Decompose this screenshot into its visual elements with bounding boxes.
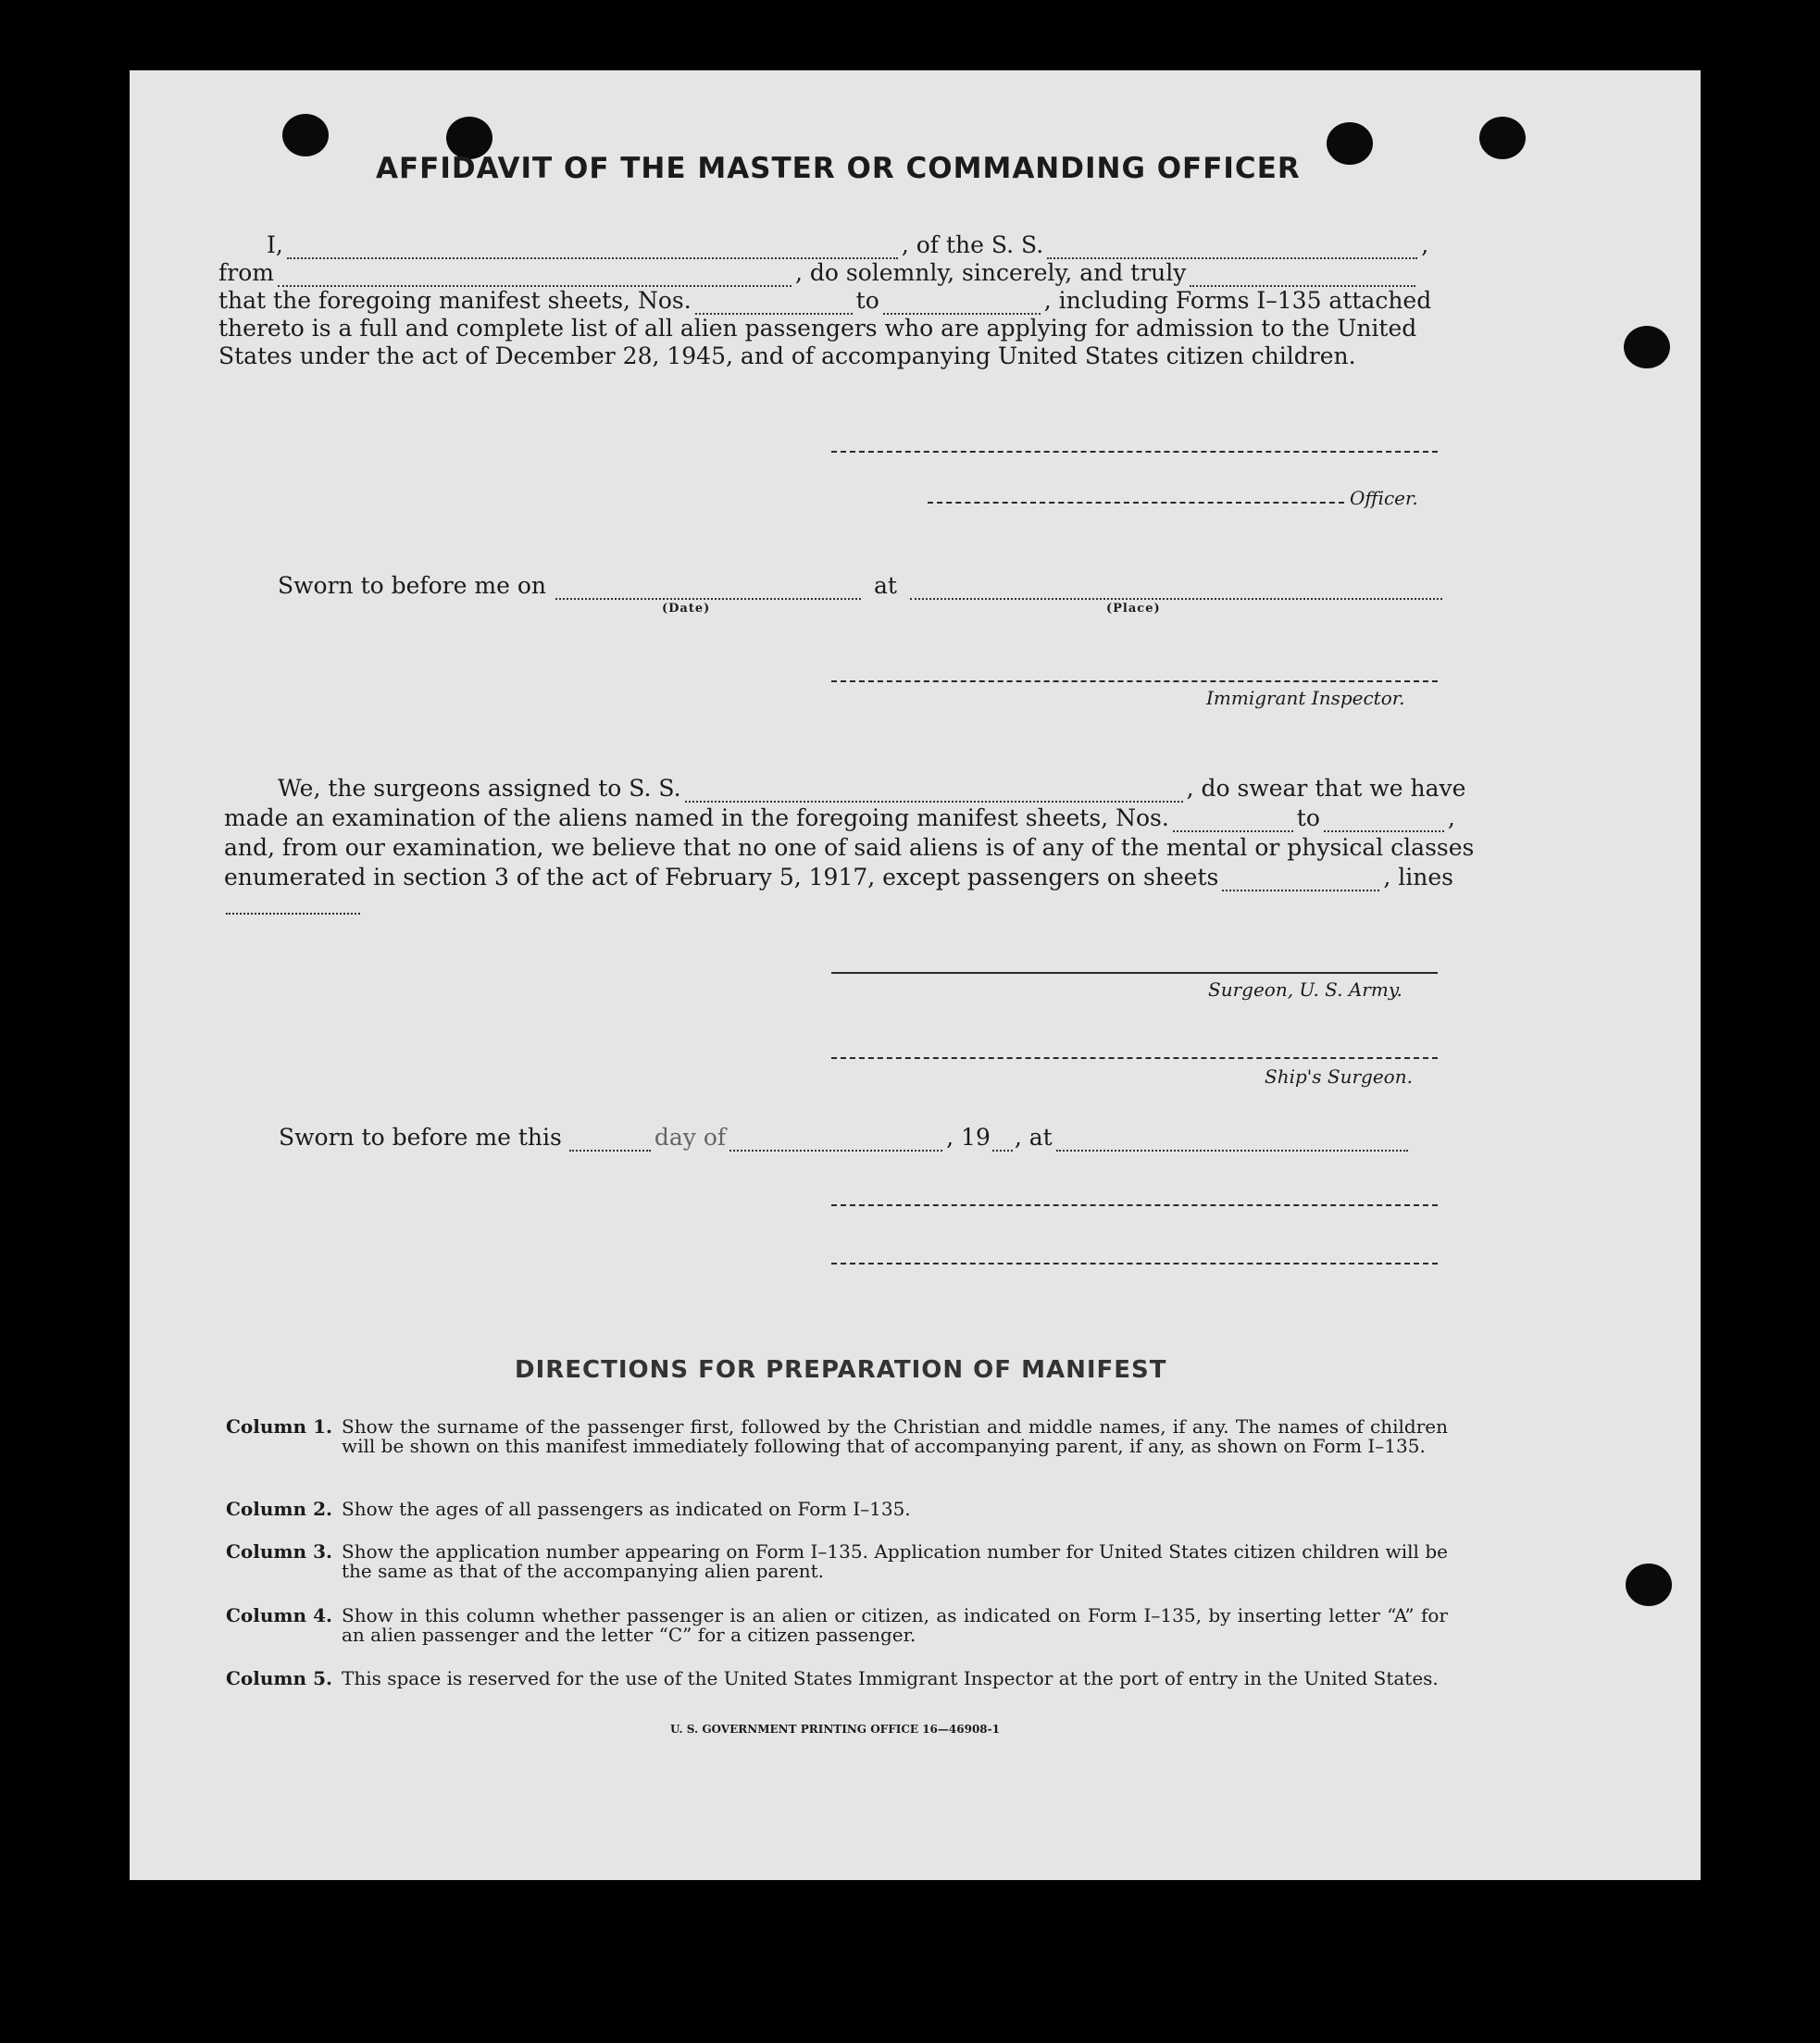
oath-field[interactable] (1190, 265, 1415, 287)
direction-column-3 (226, 1542, 1448, 1581)
master-line-5 (218, 343, 1356, 370)
sworn-day-field[interactable] (569, 1129, 651, 1152)
sheet-to-field[interactable] (883, 293, 1041, 315)
column-name: Column 3. (226, 1540, 332, 1563)
sworn-date-field[interactable] (555, 578, 861, 600)
master-line-1 (267, 231, 1428, 259)
punch-hole (282, 114, 329, 156)
surgeon-ship-field[interactable] (685, 780, 1183, 803)
surgeon-sheet-to-field[interactable] (1324, 810, 1444, 832)
master-text: , of the S. S. (901, 231, 1044, 258)
sworn-month-field[interactable] (729, 1129, 942, 1152)
inspector-label: Immigrant Inspector. (1206, 687, 1405, 709)
surgeon-text: , do swear that we have (1186, 775, 1466, 802)
direction-column-1 (226, 1417, 1448, 1456)
sworn-place-field[interactable] (910, 578, 1442, 600)
sworn-text: Sworn to before me on (278, 572, 547, 599)
form-title: AFFIDAVIT OF THE MASTER OR COMMANDING OFFICER (376, 152, 1301, 185)
officer-label: Officer. (1350, 487, 1418, 509)
surgeon-text: and, from our examination, we believe that no one of said aliens is of any of the mental or physical classes (224, 834, 1475, 861)
place-caption: (Place) (1106, 602, 1161, 616)
master-text: to (855, 287, 879, 314)
port-from-field[interactable] (278, 265, 792, 287)
directions-title: DIRECTIONS FOR PREPARATION OF MANIFEST (515, 1356, 1167, 1384)
punch-hole (1327, 122, 1373, 165)
excepted-lines-field[interactable] (226, 913, 360, 915)
column-name: Column 2. (226, 1498, 332, 1520)
surgeon-line-3 (224, 834, 1474, 862)
master-text: from (218, 259, 274, 286)
master-text: thereto is a full and complete list of all alien passengers who are applying for admission to the United (218, 315, 1417, 342)
surgeon-line-1 (278, 775, 1465, 803)
direction-column-4 (226, 1606, 1448, 1645)
sworn-line-2 (279, 1124, 1412, 1152)
ship-surgeon-label: Ship's Surgeon. (1265, 1065, 1413, 1088)
direction-column-2 (226, 1500, 1448, 1519)
printing-office-footer: U. S. GOVERNMENT PRINTING OFFICE 16—46908-1 (670, 1723, 1000, 1736)
sworn2-text: , 19 (946, 1124, 991, 1151)
excepted-sheets-field[interactable] (1222, 869, 1379, 891)
master-text: , do solemnly, sincerely, and truly (794, 259, 1187, 286)
sworn-line-1 (278, 572, 1446, 600)
surgeon-text: We, the surgeons assigned to S. S. (278, 775, 681, 802)
sworn2-place-field[interactable] (1056, 1129, 1408, 1152)
signature-line[interactable] (831, 1263, 1438, 1264)
master-text: I, (267, 231, 283, 258)
surgeon-line-2 (224, 804, 1455, 832)
surgeon-text: , (1447, 804, 1455, 831)
master-text: States under the act of December 28, 1945, and of accompanying United States citizen children. (218, 343, 1356, 369)
column-name: Column 5. (226, 1667, 332, 1689)
army-surgeon-signature-line[interactable] (831, 972, 1438, 974)
surgeon-text: enumerated in section 3 of the act of February 5, 1917, except passengers on sheets (224, 864, 1219, 891)
surgeon-text: to (1296, 804, 1320, 831)
column-name: Column 4. (226, 1604, 332, 1626)
surgeon-sheet-from-field[interactable] (1173, 810, 1293, 832)
master-text: , (1421, 231, 1429, 258)
master-line-3 (218, 287, 1431, 315)
surgeon-text: made an examination of the aliens named in the foregoing manifest sheets, Nos. (224, 804, 1169, 831)
inspector-signature-line[interactable] (831, 680, 1438, 682)
punch-hole (1626, 1563, 1672, 1606)
sheet-from-field[interactable] (695, 293, 853, 315)
ship-surgeon-signature-line[interactable] (831, 1057, 1438, 1059)
column-text: Show the ages of all passengers as indicated on Form I–135. (342, 1498, 911, 1520)
direction-column-5 (226, 1669, 1448, 1688)
column-text: Show the surname of the passenger first, followed by the Christian and middle names, if any. The names of children will be shown on this manifest immediately following that of accompanying parent, if any, as shown on Form I–135. (342, 1415, 1448, 1457)
master-name-field[interactable] (287, 237, 898, 259)
master-text: that the foregoing manifest sheets, Nos. (218, 287, 692, 314)
officer-signature-line[interactable] (831, 451, 1438, 453)
sworn-year-field[interactable] (992, 1129, 1013, 1152)
surgeon-line-4 (224, 864, 1453, 891)
column-text: Show in this column whether passenger is an alien or citizen, as indicated on Form I–135, by inserting letter “A” for an alien passenger and the letter “C” for a citizen passenger. (342, 1604, 1448, 1646)
sworn-text: at (874, 572, 897, 599)
column-text: This space is reserved for the use of the United States Immigrant Inspector at the port of entry in the United States. (342, 1667, 1439, 1689)
column-text: Show the application number appearing on Form I–135. Application number for United States citizen children will be the same as that of the accompanying alien parent. (342, 1540, 1448, 1582)
date-caption: (Date) (662, 602, 711, 616)
officer-title-line[interactable] (928, 502, 1344, 504)
army-surgeon-label: Surgeon, U. S. Army. (1208, 978, 1402, 1001)
ship-name-field[interactable] (1047, 237, 1417, 259)
punch-hole (1479, 117, 1526, 159)
sworn2-text: Sworn to before me this (279, 1124, 562, 1151)
signature-line[interactable] (831, 1204, 1438, 1206)
sworn2-text: , at (1014, 1124, 1053, 1151)
surgeon-text: , lines (1383, 864, 1453, 891)
master-line-2 (218, 259, 1419, 287)
master-line-4 (218, 315, 1416, 343)
column-name: Column 1. (226, 1415, 332, 1438)
master-text: , including Forms I–135 attached (1043, 287, 1432, 314)
punch-hole (1624, 326, 1670, 368)
form-page (130, 70, 1701, 1880)
sworn2-text: day of (654, 1124, 727, 1151)
